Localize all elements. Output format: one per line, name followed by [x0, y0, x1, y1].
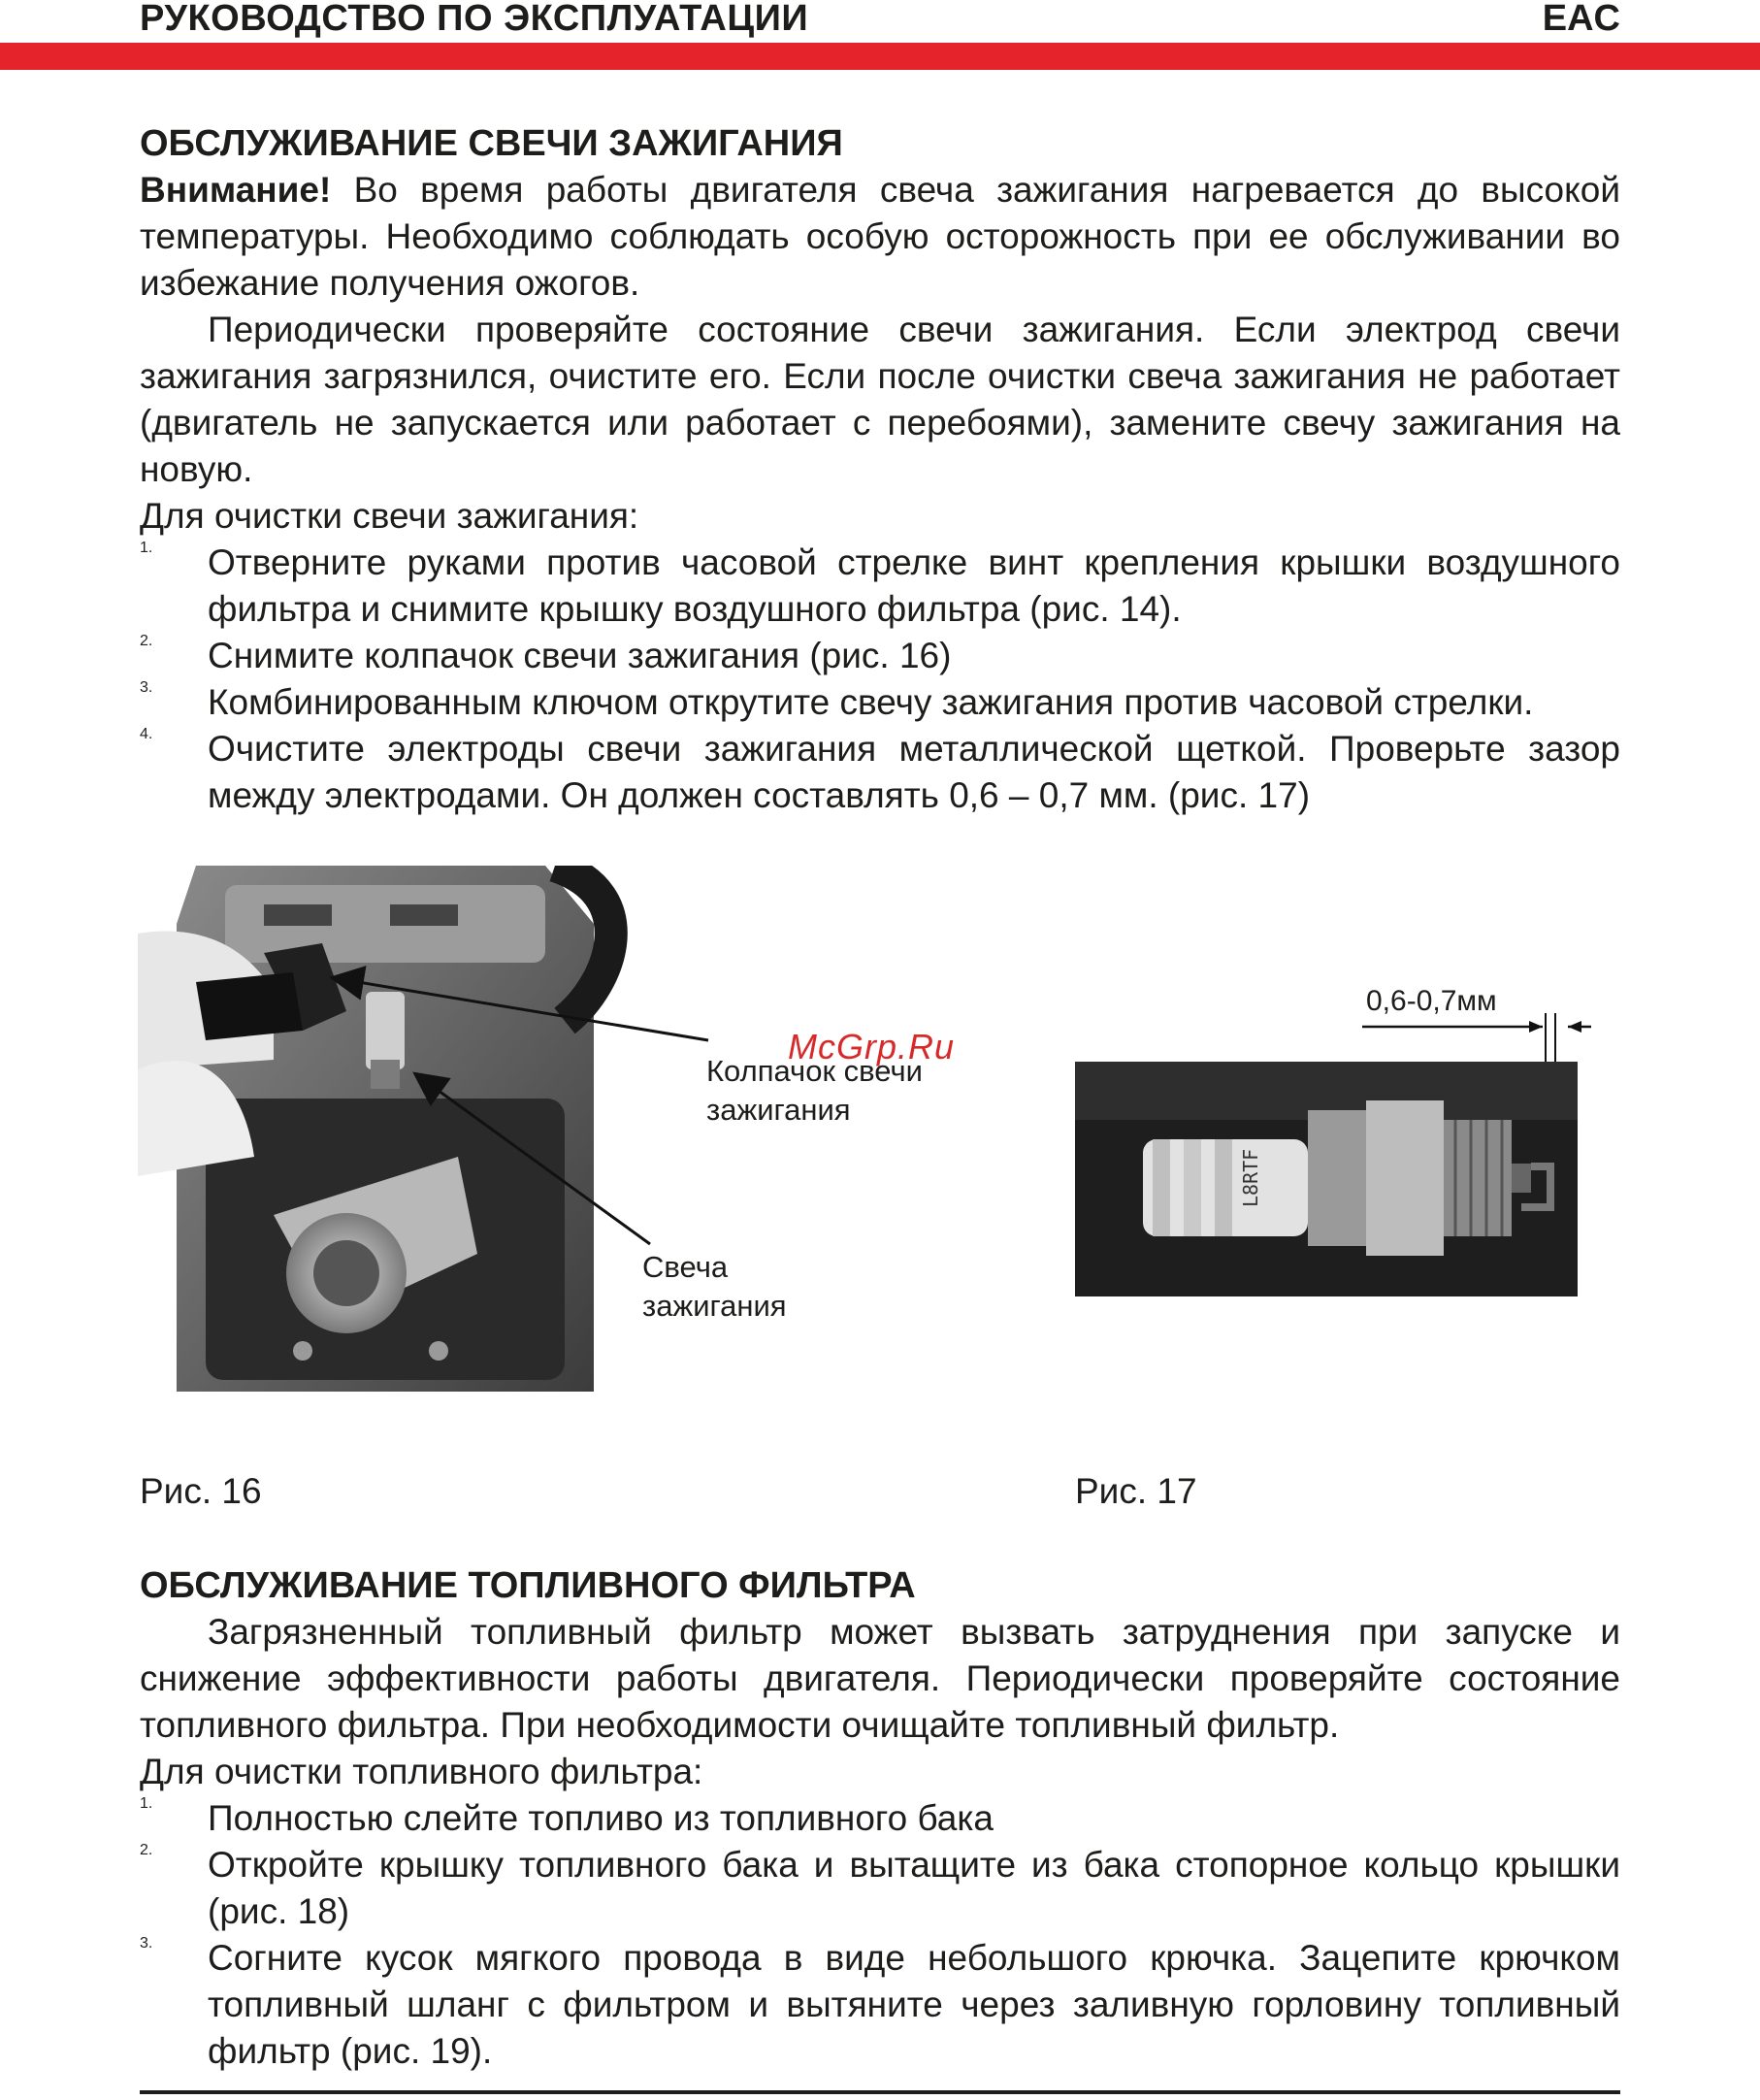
arrow-cap [335, 978, 708, 1040]
fuel-section [140, 1562, 1620, 2075]
step-text: Комбинированным ключом открутите свечу зажигания против часовой стрелки. [208, 682, 1534, 722]
dimension-arrow [1529, 1021, 1543, 1033]
step-text: Согните кусок мягкого провода в виде небольшого крючка. Зацепите крючком топливный шланг с фильтром и вытяните через заливную горловину топливный фильтр (рис. 19). [208, 1938, 1620, 2071]
fig16-label-plug [642, 1248, 787, 1326]
spark-paragraph: Периодически проверяйте состояние свечи зажигания. Если электрод свечи зажигания загрязнился, очистите его. Если после очистки свеча зажигания не работает (двигатель не запускается или работает с перебоями), замените свечу зажигания на новую. [140, 310, 1620, 489]
bottom-rule [140, 2090, 1620, 2094]
list-item [140, 1935, 1620, 2075]
watermark: McGrp.Ru [788, 1027, 956, 1066]
step-text: Отверните руками против часовой стрелке винт крепления крышки воздушного фильтра и снимите крышку воздушного фильтра (рис. 14). [208, 542, 1620, 629]
dimension-arrow [1568, 1021, 1581, 1033]
step-number: 4. [140, 726, 153, 742]
header-title: РУКОВОДСТВО ПО ЭКСПЛУАТАЦИИ [140, 0, 809, 39]
step-number: 1. [140, 540, 153, 556]
spark-plug-illustration [1075, 1062, 1578, 1296]
spark-intro: Для очистки свечи зажигания: [140, 496, 639, 536]
eac-mark: EAC [1542, 0, 1620, 39]
warning-text: Во время работы двигателя свеча зажигания нагревается до высокой температуры. Необходимо соблюдать особую осторожность при ее обслуживании во избежание получения ожогов. [140, 170, 1620, 303]
fuel-intro: Для очистки топливного фильтра: [140, 1752, 703, 1791]
step-number: 2. [140, 633, 153, 649]
list-item [140, 1842, 1620, 1935]
step-text: Откройте крышку топливного бака и вытащите из бака стопорное кольцо крышки (рис. 18) [208, 1845, 1620, 1931]
label-line: зажигания [642, 1289, 787, 1323]
label-line: Свеча [642, 1250, 729, 1284]
warning-label: Внимание! [140, 170, 332, 210]
step-number: 2. [140, 1842, 153, 1858]
fig17-caption: Рис. 17 [1075, 1471, 1197, 1511]
fig17-photo [1075, 1062, 1578, 1296]
step-text: Снимите колпачок свечи зажигания (рис. 16) [208, 636, 952, 675]
spark-heading: ОБСЛУЖИВАНИЕ СВЕЧИ ЗАЖИГАНИЯ [140, 123, 843, 164]
step-text: Очистите электроды свечи зажигания металлической щеткой. Проверьте зазор между электродами. Он должен составлять 0,6 – 0,7 мм. (рис. 17) [208, 729, 1620, 815]
fig17-gap-label: 0,6-0,7мм [1366, 985, 1497, 1017]
step-number: 3. [140, 1935, 153, 1952]
plug-marking: L8RTF [1239, 1148, 1262, 1207]
step-number: 3. [140, 679, 153, 696]
fuel-heading: ОБСЛУЖИВАНИЕ ТОПЛИВНОГО ФИЛЬТРА [140, 1565, 916, 1606]
fuel-paragraph: Загрязненный топливный фильтр может вызвать затруднения при запуске и снижение эффективности работы двигателя. Периодически проверяйте состояние топливного фильтра. При необходимости очищайте топливный фильтр. [140, 1612, 1620, 1745]
label-line: зажигания [706, 1093, 851, 1127]
label-line: Колпачок свечи [706, 1054, 923, 1088]
step-text: Полностью слейте топливо из топливного бака [208, 1798, 994, 1838]
list-item [140, 1795, 1620, 1842]
step-number: 1. [140, 1795, 153, 1812]
arrow-plug [417, 1075, 650, 1244]
fig16-caption: Рис. 16 [140, 1471, 262, 1511]
